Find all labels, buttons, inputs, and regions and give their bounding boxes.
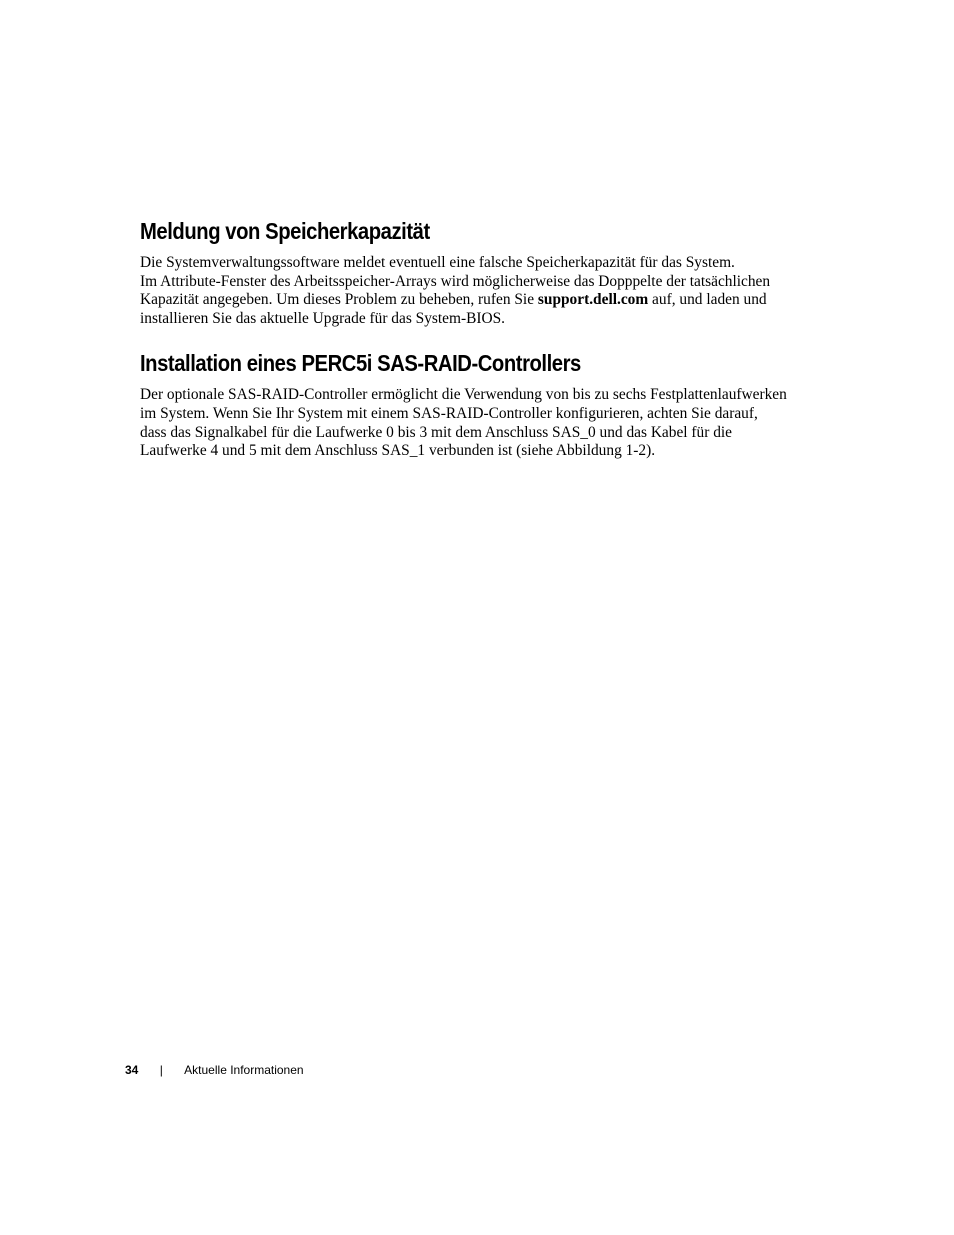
- heading-memory-capacity: Meldung von Speicherkapazität: [140, 218, 430, 244]
- page-content: [140, 216, 820, 461]
- paragraph-memory-capacity: [140, 254, 820, 328]
- page-number: 34: [125, 1063, 139, 1077]
- heading-perc5i-installation: Installation eines PERC5i SAS-RAID-Controllers: [140, 350, 581, 377]
- text-fragment: auf, und laden und: [648, 291, 767, 309]
- footer-separator: |: [159, 1063, 163, 1077]
- paragraph-line: dass das Signalkabel für die Laufwerke 0 bis 3 mit dem Anschluss SAS_0 und das Kabel für die: [140, 423, 733, 441]
- paragraph-line: installieren Sie das aktuelle Upgrade für das System-BIOS.: [140, 309, 506, 327]
- paragraph-perc5i-installation: [140, 386, 820, 460]
- text-fragment: Kapazität angegeben. Um dieses Problem zu beheben, rufen Sie: [140, 291, 538, 309]
- section-memory-capacity: [140, 216, 820, 328]
- paragraph-line: [140, 291, 820, 310]
- footer-title: Aktuelle Informationen: [184, 1063, 304, 1077]
- support-link[interactable]: support.dell.com: [537, 291, 649, 309]
- paragraph-line: Die Systemverwaltungssoftware meldet eventuell eine falsche Speicherkapazität für das System.: [140, 254, 735, 271]
- section-perc5i-installation: [140, 348, 820, 460]
- page-footer: [125, 1061, 304, 1079]
- paragraph-line: im System. Wenn Sie Ihr System mit einem SAS-RAID-Controller konfigurieren, achten Sie darauf,: [140, 404, 758, 422]
- paragraph-line: Der optionale SAS-RAID-Controller ermöglicht die Verwendung von bis zu sechs Festplattenlaufwerken: [140, 386, 787, 404]
- paragraph-line: Im Attribute-Fenster des Arbeitsspeicher-Arrays wird möglicherweise das Dopppelte der tatsächlichen: [140, 272, 771, 290]
- paragraph-line: Laufwerke 4 und 5 mit dem Anschluss SAS_1 verbunden ist (siehe Abbildung 1-2).: [140, 442, 656, 460]
